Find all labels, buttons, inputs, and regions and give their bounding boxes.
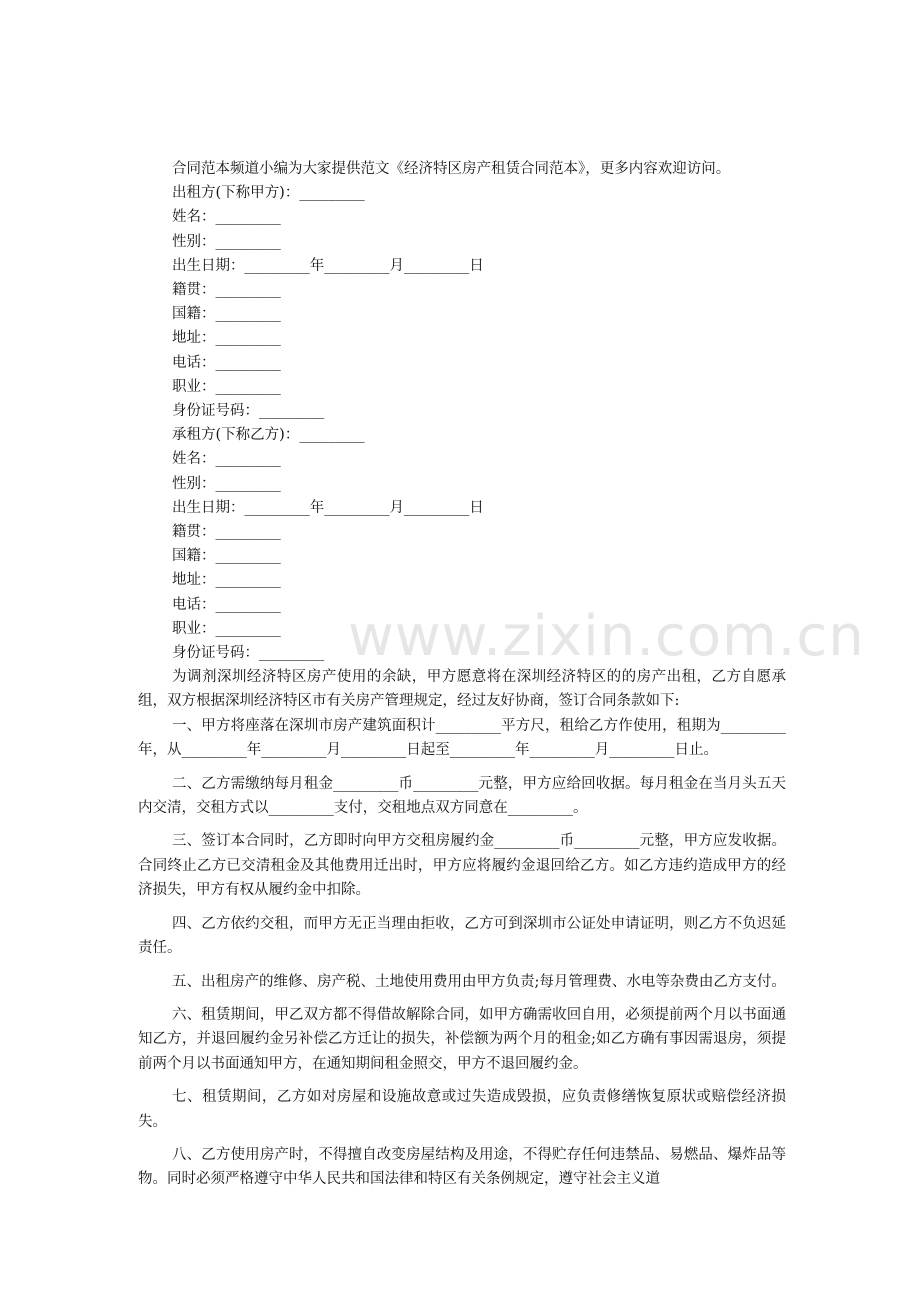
lessee-gender-field: 性别：_________: [172, 475, 281, 492]
lessee-section: [138, 423, 786, 665]
lessor-address-field: 地址：_________: [172, 330, 281, 347]
lessee-native-place-field: 籍贯：_________: [172, 524, 281, 541]
lessor-birthdate-field: 出生日期：_________年_________月_________日: [172, 257, 484, 274]
lessor-name-field: 姓名：_________: [172, 209, 281, 226]
lessor-occupation-field: 职业：_________: [172, 378, 281, 395]
clause-1: 一、甲方将座落在深圳市房产建筑面积计_________平方尺，租给乙方作使用，租期为_________年，从_________年_________月_________日起至_________年_________月_________日止。: [138, 717, 786, 758]
clause-5: 五、出租房产的维修、房产税、土地使用费用由甲方负责;每月管理费、水电等杂费由乙方支付。: [172, 973, 786, 990]
lessor-phone-field: 电话：_________: [172, 354, 281, 371]
preamble-paragraph: 为调剂深圳经济特区房产使用的余缺，甲方愿意将在深圳经济特区的的房产出租，乙方自愿承组，双方根据深圳经济特区市有关房产管理规定，经过友好协商，签订合同条款如下:: [138, 669, 786, 710]
lessee-id-number-field: 身份证号码：_________: [172, 645, 325, 662]
watermark: www.zixin.com.cn: [348, 604, 865, 669]
lessee-occupation-field: 职业：_________: [172, 620, 281, 637]
lessee-birthdate-field: 出生日期：_________年_________月_________日: [172, 499, 484, 516]
clause-8: 八、乙方使用房产时，不得擅自改变房屋结构及用途，不得贮存任何违禁品、易燃品、爆炸品等物。同时必须严格遵守中华人民共和国法律和特区有关条例规定，遵守社会主义道: [138, 1147, 786, 1188]
lessor-gender-field: 性别：_________: [172, 233, 281, 250]
lessor-section: [138, 181, 786, 423]
lessor-title: 出租方(下称甲方)：_________: [172, 185, 365, 202]
intro-text: 合同范本频道小编为大家提供范文《经济特区房产租赁合同范本》，更多内容欢迎访问。: [172, 161, 731, 177]
contract-body: [138, 157, 786, 1201]
lessee-nationality-field: 国籍：_________: [172, 548, 281, 565]
lessee-address-field: 地址：_________: [172, 572, 281, 589]
lessee-title: 承租方(下称乙方)：_________: [172, 427, 365, 444]
clause-2: 二、乙方需缴纳每月租金_________币_________元整，甲方应给回收据。每月租金在当月头五天内交清，交租方式以_________支付，交租地点双方同意在_________。: [138, 775, 786, 816]
clause-4: 四、乙方依约交租，而甲方无正当理由拒收，乙方可到深圳市公证处申请证明，则乙方不负迟延责任。: [138, 915, 786, 956]
lessee-phone-field: 电话：_________: [172, 596, 281, 613]
lessee-name-field: 姓名：_________: [172, 451, 281, 468]
lessor-native-place-field: 籍贯：_________: [172, 282, 281, 299]
clause-3: 三、签订本合同时，乙方即时向甲方交租房履约金_________币_________元整，甲方应发收据。合同终止乙方已交清租金及其他费用迁出时，甲方应将履约金退回给乙方。如乙方违约造成甲方的经济损失，甲方有权从履约金中扣除。: [138, 833, 786, 898]
lessor-nationality-field: 国籍：_________: [172, 306, 281, 323]
lessor-id-number-field: 身份证号码：_________: [172, 403, 325, 420]
clause-7: 七、租赁期间，乙方如对房屋和设施故意或过失造成毁损，应负责修缮恢复原状或赔偿经济损失。: [138, 1089, 786, 1130]
clause-6: 六、租赁期间，甲乙双方都不得借故解除合同，如甲方确需收回自用，必须提前两个月以书面通知乙方，并退回履约金另补偿乙方迁让的损失，补偿额为两个月的租金;如乙方确有事因需退房，须提前两个月以书面通知甲方，在通知期间租金照交，甲方不退回履约金。: [138, 1007, 786, 1072]
